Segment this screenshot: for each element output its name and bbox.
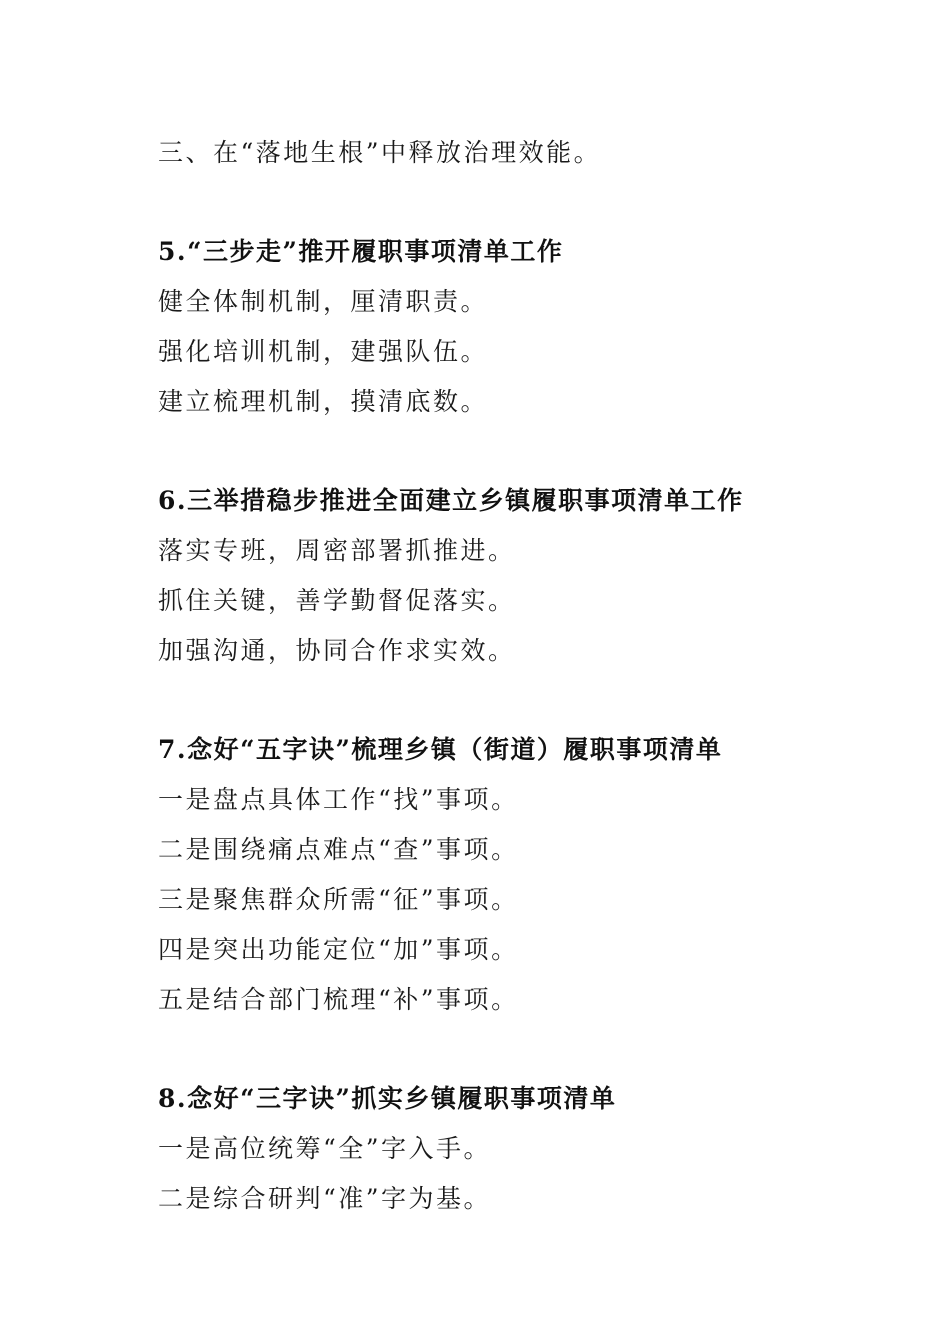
section-item: 加强沟通，协同合作求实效。 [158,636,516,665]
section-item: 四是突出功能定位“加”事项。 [158,935,519,964]
section-item: 抓住关键，善学勤督促落实。 [158,586,516,615]
section-heading: 5.“三步走”推开履职事项清单工作 [158,237,564,266]
section-item: 健全体制机制，厘清职责。 [158,287,489,316]
spacer [158,676,878,725]
section-item: 一是高位统筹“全”字入手。 [158,1134,492,1163]
spacer [158,1025,878,1074]
section-item: 二是围绕痛点难点“查”事项。 [158,835,519,864]
section-item: 二是综合研判“准”字为基。 [158,1184,492,1213]
section-heading: 7.念好“五字诀”梳理乡镇（街道）履职事项清单 [158,735,723,764]
section-item: 落实专班，周密部署抓推进。 [158,536,516,565]
spacer [158,427,878,476]
section-item: 五是结合部门梳理“补”事项。 [158,985,519,1014]
section-item: 一是盘点具体工作“找”事项。 [158,785,519,814]
section-heading: 6.三举措稳步推进全面建立乡镇履职事项清单工作 [158,486,744,515]
section-item: 建立梳理机制，摸清底数。 [158,387,489,416]
section-heading: 8.念好“三字诀”抓实乡镇履职事项清单 [158,1084,617,1113]
document-body [158,128,878,1224]
spacer [158,178,878,227]
section-item: 强化培训机制，建强队伍。 [158,337,489,366]
section-item: 三是聚焦群众所需“征”事项。 [158,885,519,914]
intro-line: 三、在“落地生根”中释放治理效能。 [158,138,602,167]
